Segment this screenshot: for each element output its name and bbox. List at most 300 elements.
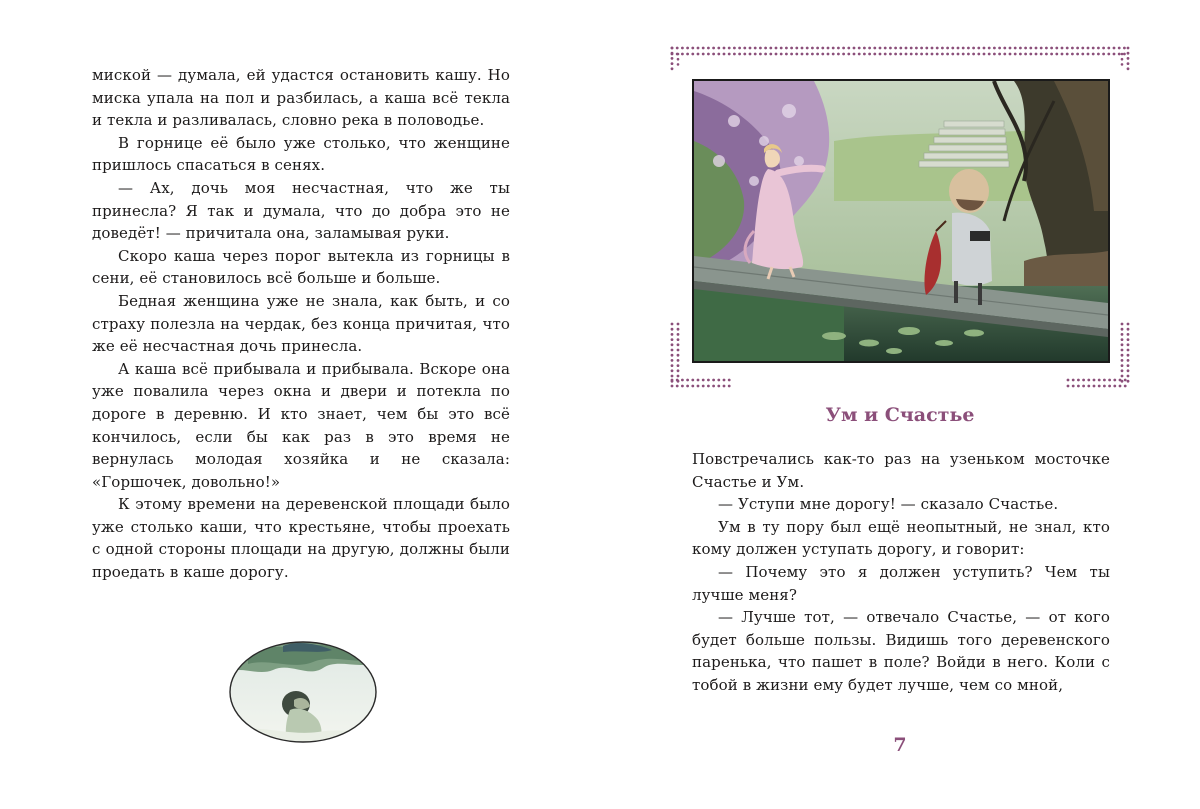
frame-dot	[697, 53, 700, 56]
frame-dot	[775, 53, 778, 56]
frame-dot	[712, 379, 715, 382]
frame-dot	[1113, 53, 1116, 56]
frame-dot	[1127, 359, 1130, 362]
frame-dot	[1127, 47, 1130, 50]
frame-dot	[894, 47, 897, 50]
frame-dot	[1009, 47, 1012, 50]
frame-dot	[905, 53, 908, 56]
frame-dot	[1092, 53, 1095, 56]
frame-dot	[1077, 379, 1080, 382]
frame-dot	[1127, 375, 1130, 378]
frame-dot	[764, 53, 767, 56]
frame-dot	[785, 47, 788, 50]
frame-dot	[1072, 379, 1075, 382]
frame-dot	[671, 349, 674, 352]
frame-dot	[837, 47, 840, 50]
frame-dot	[816, 47, 819, 50]
frame-dot	[1123, 47, 1126, 50]
frame-dot	[868, 53, 871, 56]
frame-dot	[686, 47, 689, 50]
frame-dot	[743, 47, 746, 50]
frame-dot	[988, 47, 991, 50]
paragraph: Повстречались как-то раз на узеньком мосточке Счастье и Ум.	[692, 450, 1110, 491]
frame-dot	[1067, 385, 1070, 388]
frame-dot	[1113, 47, 1116, 50]
frame-dot	[858, 47, 861, 50]
frame-dot	[1121, 375, 1124, 378]
frame-dot	[1029, 53, 1032, 56]
frame-dot	[1113, 379, 1116, 382]
frame-dot	[671, 323, 674, 326]
frame-dot	[1071, 47, 1074, 50]
frame-dot	[1045, 47, 1048, 50]
frame-dot	[1102, 53, 1105, 56]
paragraph: К этому времени на деревенской площади было уже столько каши, что крестьяне, чтобы проехать с одной стороны площади на другую, должны были проедать в каше дорогу.	[92, 495, 510, 582]
frame-dot	[677, 354, 680, 357]
frame-dot	[1113, 385, 1116, 388]
frame-dot	[691, 53, 694, 56]
frame-dot	[1077, 385, 1080, 388]
frame-dot	[858, 53, 861, 56]
frame-dot	[707, 385, 710, 388]
frame-dot	[1127, 57, 1130, 60]
frame-dot	[697, 47, 700, 50]
frame-dot	[1050, 47, 1053, 50]
frame-dot	[962, 47, 965, 50]
frame-dot	[847, 47, 850, 50]
frame-dot	[676, 385, 679, 388]
frame-dot	[728, 379, 731, 382]
frame-dot	[993, 47, 996, 50]
frame-dot	[1124, 385, 1127, 388]
frame-dot	[1082, 379, 1085, 382]
frame-dot	[1040, 53, 1043, 56]
frame-dot	[811, 53, 814, 56]
frame-dot	[884, 53, 887, 56]
frame-dot	[754, 47, 757, 50]
frame-dot	[1121, 359, 1124, 362]
frame-dot	[988, 53, 991, 56]
paragraph: — Лучше тот, — отвечало Счастье, — от кого будет больше пользы. Видишь того деревенского паренька, что пашет в поле? Войди в него. Коли с тобой в жизни ему будет лучше, чем со мной,	[692, 608, 1110, 694]
frame-dot	[1076, 47, 1079, 50]
frame-dot	[1121, 343, 1124, 346]
frame-dot	[728, 385, 731, 388]
frame-dot	[1121, 328, 1124, 331]
left-page-text	[92, 64, 510, 584]
frame-dot	[677, 323, 680, 326]
frame-dot	[723, 53, 726, 56]
frame-dot	[1087, 47, 1090, 50]
frame-dot	[671, 67, 674, 70]
frame-dot	[677, 349, 680, 352]
frame-dot	[1003, 53, 1006, 56]
frame-dot	[946, 53, 949, 56]
frame-dot	[795, 53, 798, 56]
frame-dot	[754, 53, 757, 56]
frame-dot	[790, 47, 793, 50]
frame-dot	[1093, 385, 1096, 388]
frame-dot	[677, 369, 680, 372]
frame-dot	[1055, 53, 1058, 56]
frame-dot	[801, 47, 804, 50]
frame-dot	[681, 385, 684, 388]
frame-dot	[749, 53, 752, 56]
frame-dot	[1103, 379, 1106, 382]
frame-dot	[717, 385, 720, 388]
frame-dot	[811, 47, 814, 50]
page-number: 7	[893, 734, 907, 756]
frame-dot	[671, 338, 674, 341]
frame-dot	[1121, 354, 1124, 357]
frame-dot	[728, 47, 731, 50]
frame-dot	[832, 53, 835, 56]
frame-dot	[1121, 323, 1124, 326]
frame-dot	[853, 53, 856, 56]
frame-dot	[702, 53, 705, 56]
frame-dot	[671, 379, 674, 382]
frame-dot	[1024, 53, 1027, 56]
frame-dot	[1121, 349, 1124, 352]
frame-dot	[863, 53, 866, 56]
frame-dot	[1127, 67, 1130, 70]
frame-dot	[998, 53, 1001, 56]
frame-dot	[1019, 53, 1022, 56]
frame-dot	[1121, 63, 1124, 66]
frame-dot	[1127, 323, 1130, 326]
frame-dot	[677, 63, 680, 66]
frame-dot	[801, 53, 804, 56]
frame-dot	[1127, 328, 1130, 331]
frame-dot	[931, 53, 934, 56]
frame-dot	[1045, 53, 1048, 56]
frame-dot	[910, 53, 913, 56]
frame-dot	[821, 53, 824, 56]
frame-dot	[957, 53, 960, 56]
frame-dot	[853, 47, 856, 50]
frame-dot	[821, 47, 824, 50]
frame-dot	[671, 354, 674, 357]
frame-dot	[697, 385, 700, 388]
paragraph: Скоро каша через порог вытекла из горницы в сени, её становилось всё больше и больше.	[92, 246, 510, 288]
frame-dot	[962, 53, 965, 56]
frame-dot	[1123, 53, 1126, 56]
frame-dot	[1040, 47, 1043, 50]
frame-dot	[769, 53, 772, 56]
frame-dot	[1124, 379, 1127, 382]
frame-dot	[1127, 338, 1130, 341]
frame-dot	[1082, 385, 1085, 388]
frame-dot	[951, 47, 954, 50]
paragraph: Бедная женщина уже не знала, как быть, и со страху полезла на чердак, без конца причитая, что же её несчастная дочь принесла.	[92, 291, 510, 356]
frame-dot	[717, 53, 720, 56]
frame-dot	[671, 333, 674, 336]
paragraph: Ум в ту пору был ещё неопытный, не знал, кто кому должен уступать дорогу, и говорит:	[692, 517, 1110, 559]
frame-dot	[1098, 379, 1101, 382]
frame-dot	[1121, 369, 1124, 372]
frame-dot	[671, 62, 674, 65]
frame-dot	[936, 47, 939, 50]
frame-dot	[1121, 58, 1124, 61]
frame-dot	[1092, 47, 1095, 50]
frame-dot	[1127, 62, 1130, 65]
frame-dot	[832, 47, 835, 50]
frame-dot	[1102, 47, 1105, 50]
frame-dot	[879, 47, 882, 50]
frame-dot	[1119, 385, 1122, 388]
frame-dot	[946, 47, 949, 50]
frame-dot	[1035, 53, 1038, 56]
frame-dot	[1087, 53, 1090, 56]
frame-dot	[998, 47, 1001, 50]
frame-dot	[894, 53, 897, 56]
frame-dot	[1121, 338, 1124, 341]
frame-dot	[1087, 385, 1090, 388]
frame-dot	[1127, 369, 1130, 372]
frame-dot	[677, 364, 680, 367]
frame-dot	[712, 53, 715, 56]
frame-dot	[972, 53, 975, 56]
frame-dot	[1107, 53, 1110, 56]
frame-dot	[1127, 349, 1130, 352]
frame-dot	[941, 47, 944, 50]
frame-dot	[764, 47, 767, 50]
frame-dot	[1097, 53, 1100, 56]
frame-dot	[1066, 53, 1069, 56]
frame-dot	[1014, 53, 1017, 56]
frame-dot	[977, 47, 980, 50]
frame-dot	[951, 53, 954, 56]
frame-dot	[686, 385, 689, 388]
paragraph: — Почему это я должен уступить? Чем ты лучше меня?	[692, 562, 1110, 604]
frame-dot	[671, 375, 674, 378]
frame-dot	[785, 53, 788, 56]
frame-dot	[686, 53, 689, 56]
frame-dot	[910, 47, 913, 50]
frame-dot	[1118, 53, 1121, 56]
frame-dot	[681, 379, 684, 382]
frame-dot	[1061, 53, 1064, 56]
frame-dot	[1127, 333, 1130, 336]
frame-dot	[1103, 385, 1106, 388]
frame-dot	[1081, 47, 1084, 50]
frame-dot	[905, 47, 908, 50]
frame-dot	[1081, 53, 1084, 56]
frame-dot	[1024, 47, 1027, 50]
frame-dot	[884, 47, 887, 50]
frame-dot	[733, 53, 736, 56]
frame-dot	[920, 47, 923, 50]
frame-dot	[733, 47, 736, 50]
frame-dot	[671, 364, 674, 367]
right-page	[600, 0, 1200, 809]
frame-dot	[837, 53, 840, 56]
frame-dot	[671, 328, 674, 331]
frame-dot	[915, 53, 918, 56]
frame-dot	[1019, 47, 1022, 50]
frame-dot	[1108, 385, 1111, 388]
frame-dot	[842, 53, 845, 56]
frame-dot	[1050, 53, 1053, 56]
frame-dot	[816, 53, 819, 56]
frame-dot	[702, 47, 705, 50]
frame-dot	[1067, 379, 1070, 382]
frame-dot	[671, 343, 674, 346]
frame-dot	[936, 53, 939, 56]
frame-dot	[879, 53, 882, 56]
story-title: Ум и Счастье	[825, 404, 975, 426]
frame-dot	[1087, 379, 1090, 382]
paragraph: миской — думала, ей удастся остановить кашу. Но миска упала на пол и разбилась, а каша всё текла и текла и разливалась, словно река в половодье.	[92, 66, 510, 130]
frame-dot	[717, 379, 720, 382]
frame-dot	[743, 53, 746, 56]
frame-dot	[1121, 53, 1124, 56]
frame-dot	[769, 47, 772, 50]
frame-dot	[671, 385, 674, 388]
frame-dot	[677, 53, 680, 56]
frame-dot	[717, 47, 720, 50]
paragraph: В горнице её было уже столько, что женщине пришлось спасаться в сенях.	[92, 133, 510, 175]
frame-dot	[677, 359, 680, 362]
frame-dot	[899, 47, 902, 50]
frame-dot	[780, 47, 783, 50]
frame-dot	[941, 53, 944, 56]
frame-dot	[983, 47, 986, 50]
frame-dot	[1009, 53, 1012, 56]
frame-dot	[712, 385, 715, 388]
frame-dot	[728, 53, 731, 56]
frame-dot	[1127, 364, 1130, 367]
frame-dot	[1127, 380, 1130, 383]
frame-dot	[1071, 53, 1074, 56]
frame-dot	[925, 53, 928, 56]
frame-dot	[1097, 47, 1100, 50]
frame-dot	[681, 53, 684, 56]
frame-dot	[790, 53, 793, 56]
frame-dot	[1029, 47, 1032, 50]
frame-dot	[1119, 379, 1122, 382]
frame-dot	[1118, 47, 1121, 50]
frame-dot	[977, 53, 980, 56]
frame-dot	[925, 47, 928, 50]
frame-dot	[738, 53, 741, 56]
frame-dot	[967, 47, 970, 50]
frame-dot	[931, 47, 934, 50]
frame-dot	[993, 53, 996, 56]
frame-dot	[707, 379, 710, 382]
frame-dot	[707, 53, 710, 56]
frame-dot	[806, 53, 809, 56]
frame-dot	[1066, 47, 1069, 50]
paragraph: А каша всё прибывала и прибывала. Вскоре она уже повалила через окна и двери и потекла по дороге в деревню. И кто знает, чем бы это всё кончилось, если бы как раз в это время не вернулась молодая хозяйка и не сказала: «Горшочек, довольно!»	[92, 359, 510, 491]
frame-dot	[677, 328, 680, 331]
bridge-scene-image	[694, 81, 1108, 361]
right-page-text	[692, 448, 1110, 697]
frame-dot	[681, 47, 684, 50]
frame-dot	[702, 379, 705, 382]
frame-dot	[863, 47, 866, 50]
frame-dot	[873, 53, 876, 56]
frame-dot	[691, 385, 694, 388]
frame-dot	[775, 47, 778, 50]
frame-dot	[920, 53, 923, 56]
frame-dot	[712, 47, 715, 50]
frame-dot	[868, 47, 871, 50]
frame-dot	[1107, 47, 1110, 50]
frame-dot	[983, 53, 986, 56]
frame-dot	[842, 47, 845, 50]
frame-dot	[702, 385, 705, 388]
frame-dot	[677, 375, 680, 378]
frame-dot	[1108, 379, 1111, 382]
frame-dot	[967, 53, 970, 56]
frame-dot	[677, 58, 680, 61]
frame-dot	[1098, 385, 1101, 388]
paragraph: — Ах, дочь моя несчастная, что же ты принесла? Я так и думала, что до добра это не доведёт! — причитала она, заламывая руки.	[92, 178, 510, 243]
frame-dot	[707, 47, 710, 50]
frame-dot	[677, 343, 680, 346]
frame-dot	[691, 379, 694, 382]
frame-dot	[1127, 343, 1130, 346]
frame-dot	[972, 47, 975, 50]
frame-dot	[1061, 47, 1064, 50]
frame-dot	[723, 385, 726, 388]
frame-dot	[676, 379, 679, 382]
frame-dot	[827, 53, 830, 56]
frame-dot	[957, 47, 960, 50]
vignette-illustration	[228, 640, 378, 744]
frame-dot	[889, 47, 892, 50]
frame-dot	[691, 47, 694, 50]
frame-dot	[847, 53, 850, 56]
frame-dot	[759, 47, 762, 50]
frame-dot	[1093, 379, 1096, 382]
frame-dot	[749, 47, 752, 50]
paragraph: — Уступи мне дорогу! — сказало Счастье.	[718, 495, 1059, 514]
frame-dot	[873, 47, 876, 50]
frame-dot	[1121, 333, 1124, 336]
frame-dot	[827, 47, 830, 50]
frame-dot	[723, 379, 726, 382]
frame-dot	[738, 47, 741, 50]
frame-dot	[697, 379, 700, 382]
frame-dot	[889, 53, 892, 56]
frame-dot	[1076, 53, 1079, 56]
frame-dot	[671, 52, 674, 55]
frame-dot	[671, 47, 674, 50]
frame-dot	[677, 338, 680, 341]
frame-dot	[1127, 354, 1130, 357]
frame-dot	[671, 369, 674, 372]
frame-dot	[1055, 47, 1058, 50]
story-illustration	[692, 79, 1110, 363]
frame-dot	[686, 379, 689, 382]
frame-dot	[1014, 47, 1017, 50]
frame-dot	[759, 53, 762, 56]
frame-dot	[915, 47, 918, 50]
frame-dot	[723, 47, 726, 50]
frame-dot	[1035, 47, 1038, 50]
frame-dot	[780, 53, 783, 56]
frame-dot	[1127, 52, 1130, 55]
frame-dot	[1072, 385, 1075, 388]
frame-dot	[677, 333, 680, 336]
frame-dot	[676, 47, 679, 50]
frame-dot	[795, 47, 798, 50]
frame-dot	[671, 359, 674, 362]
frame-dot	[899, 53, 902, 56]
frame-dot	[671, 57, 674, 60]
frame-dot	[1121, 364, 1124, 367]
